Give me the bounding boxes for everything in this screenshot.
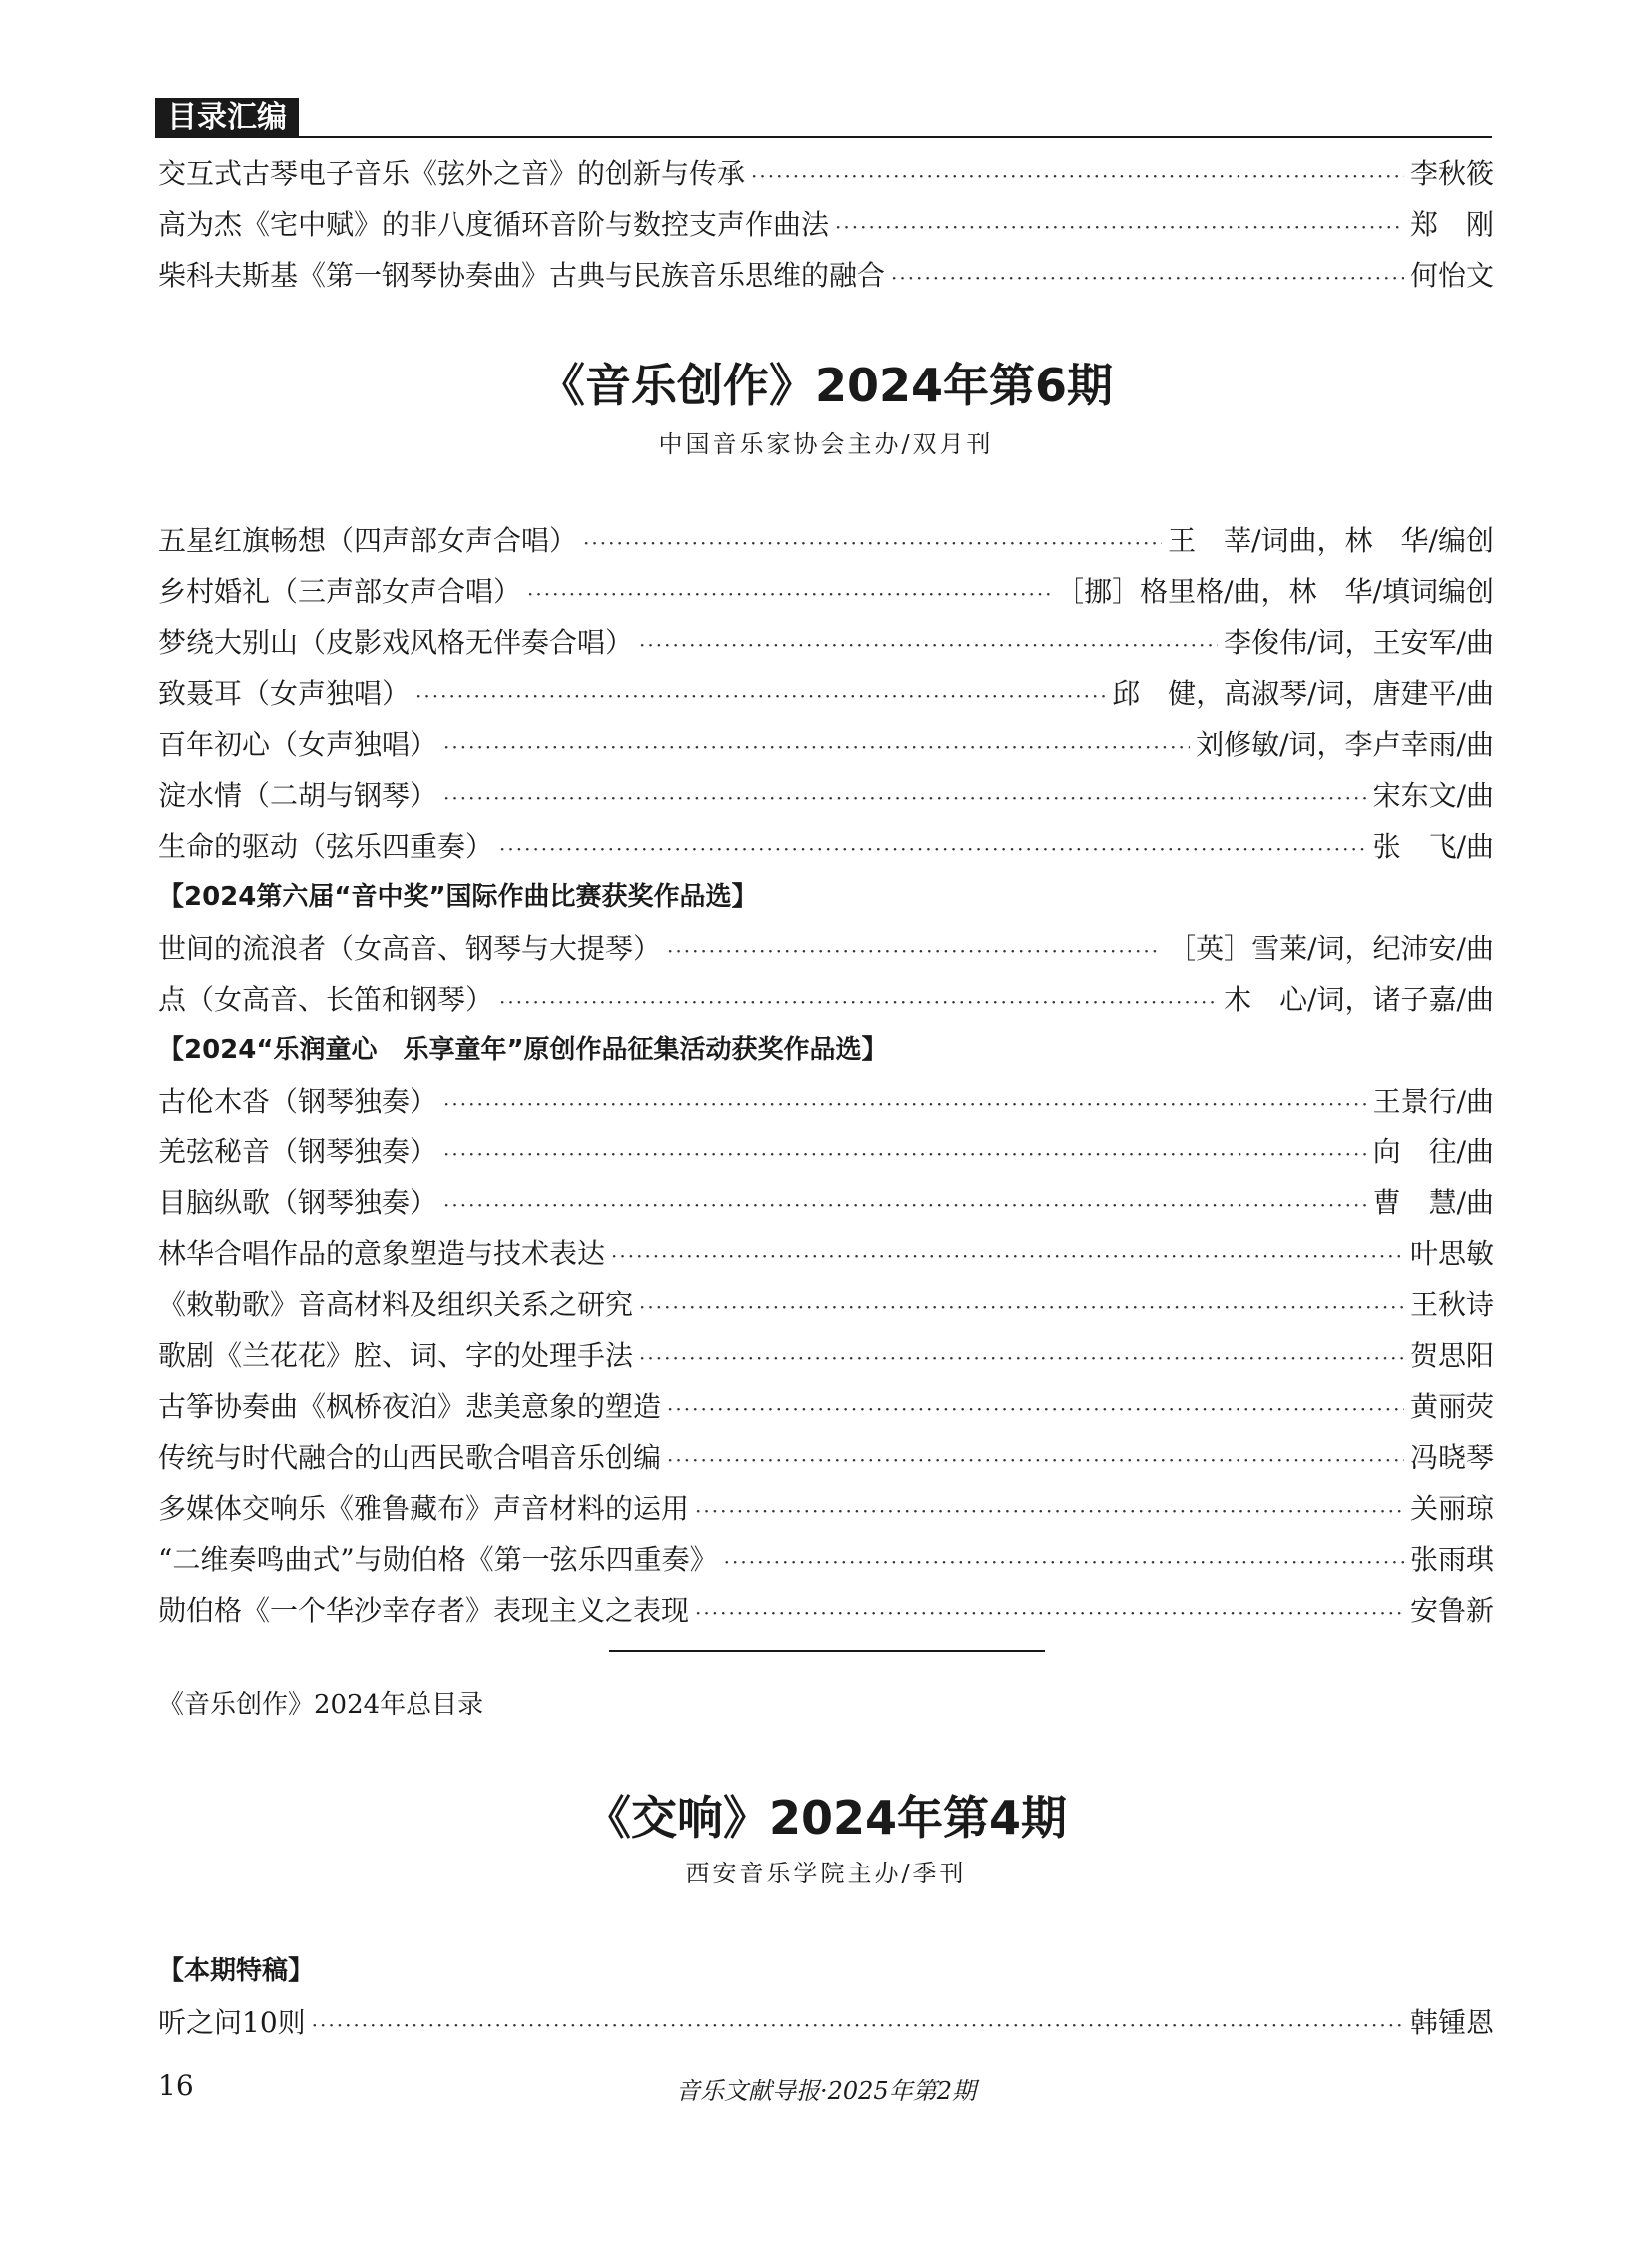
- header-rule: [155, 136, 1492, 138]
- leader-dots: [835, 202, 1404, 253]
- entry-author: 宋东文/曲: [1372, 779, 1494, 812]
- entry-author: 张 飞/曲: [1372, 830, 1494, 863]
- leader-dots: [667, 1384, 1404, 1435]
- leader-dots: [695, 1588, 1404, 1639]
- leader-dots: [527, 569, 1050, 620]
- toc-entry: [158, 1228, 1494, 1279]
- leader-dots: [724, 1537, 1404, 1588]
- entry-author: ［英］雪莱/词，纪沛安/曲: [1168, 932, 1494, 965]
- toc-entry: [158, 1279, 1494, 1330]
- entry-author: 王景行/曲: [1372, 1085, 1494, 1118]
- section-heading: 【2024“乐润童心 乐享童年”原创作品征集活动获奖作品选】: [158, 1035, 888, 1065]
- entry-author: 邱 健，高淑琴/词，唐建平/曲: [1112, 677, 1494, 710]
- leader-dots: [443, 773, 1367, 824]
- journal1-toc-list: [158, 515, 1494, 1636]
- toc-entry: [158, 515, 1494, 566]
- toc-entry: [158, 1330, 1494, 1381]
- entry-title: 传统与时代融合的山西民歌合唱音乐创编: [158, 1441, 662, 1474]
- entry-author: 安鲁新: [1409, 1594, 1494, 1627]
- toc-entry: [158, 770, 1494, 821]
- entry-title: 《敕勒歌》音高材料及组织关系之研究: [158, 1288, 634, 1321]
- footer-journal-issue: 音乐文献导报·2025年第2期: [676, 2077, 976, 2105]
- toc-entry: [158, 617, 1494, 668]
- leader-dots: [695, 1486, 1404, 1537]
- entry-author: ［挪］格里格/曲，林 华/填词编创: [1056, 575, 1494, 608]
- entry-author: 冯晓琴: [1409, 1441, 1494, 1474]
- toc-entry: [158, 923, 1494, 974]
- entry-title: 五星红旗畅想（四声部女声合唱）: [158, 524, 578, 557]
- entry-author: 韩锺恩: [1409, 2006, 1494, 2039]
- entry-title: 歌剧《兰花花》腔、词、字的处理手法: [158, 1339, 634, 1372]
- entry-title: 淀水情（二胡与钢琴）: [158, 779, 438, 812]
- toc-entry: [158, 1483, 1494, 1534]
- entry-title: 听之问10则: [158, 2006, 306, 2039]
- leader-dots: [499, 977, 1218, 1028]
- journal2-toc-list: [158, 1946, 1494, 2048]
- toc-entry: [158, 719, 1494, 770]
- entry-author: 向 往/曲: [1372, 1135, 1494, 1168]
- journal-title: 《音乐创作》2024年第6期: [538, 359, 1114, 412]
- entry-author: 王秋诗: [1409, 1288, 1494, 1321]
- entry-title: 林华合唱作品的意象塑造与技术表达: [158, 1237, 606, 1270]
- leader-dots: [415, 671, 1106, 722]
- leader-dots: [312, 2000, 1404, 2051]
- entry-title: 古筝协奏曲《枫桥夜泊》悲美意象的塑造: [158, 1390, 662, 1423]
- toc-entry: [158, 1432, 1494, 1483]
- leader-dots: [751, 151, 1404, 202]
- entry-title: 梦绕大别山（皮影戏风格无伴奏合唱）: [158, 626, 634, 659]
- leader-dots: [443, 1079, 1367, 1129]
- leader-dots: [667, 1435, 1404, 1486]
- toc-entry: [158, 1076, 1494, 1126]
- leader-dots: [499, 824, 1367, 875]
- entry-title: 生命的驱动（弦乐四重奏）: [158, 830, 494, 863]
- entry-author: 郑 刚: [1409, 208, 1494, 241]
- entry-title: 百年初心（女声独唱）: [158, 728, 438, 761]
- leader-dots: [667, 926, 1162, 977]
- entry-author: 张雨琪: [1409, 1543, 1494, 1576]
- entry-author: 贺思阳: [1409, 1339, 1494, 1372]
- entry-author: 曹 慧/曲: [1372, 1186, 1494, 1219]
- toc-entry: [158, 1997, 1494, 2048]
- entry-author: 关丽琼: [1409, 1492, 1494, 1525]
- leader-dots: [891, 253, 1404, 304]
- leader-dots: [611, 1231, 1404, 1282]
- entry-title: 古伦木沓（钢琴独奏）: [158, 1085, 438, 1118]
- toc-entry: [158, 1126, 1494, 1177]
- journal-subtitle: 西安音乐学院主办/季刊: [685, 1860, 967, 1887]
- entry-author: 叶思敏: [1409, 1237, 1494, 1270]
- entry-title: 多媒体交响乐《雅鲁藏布》声音材料的运用: [158, 1492, 690, 1525]
- journal-title: 《交响》2024年第4期: [584, 1791, 1068, 1845]
- entry-title: 羌弦秘音（钢琴独奏）: [158, 1135, 438, 1168]
- entry-author: 刘修敏/词，李卢幸雨/曲: [1196, 728, 1494, 761]
- entry-title: 柴科夫斯基《第一钢琴协奏曲》古典与民族音乐思维的融合: [158, 259, 886, 292]
- entry-title: 目脑纵歌（钢琴独奏）: [158, 1186, 438, 1219]
- top-toc-list: [158, 148, 1494, 301]
- entry-title: 勋伯格《一个华沙幸存者》表现主义之表现: [158, 1594, 690, 1627]
- section-heading: 【2024第六届“音中奖”国际作曲比赛获奖作品选】: [158, 882, 758, 912]
- leader-dots: [639, 1333, 1404, 1384]
- leader-dots: [443, 1129, 1367, 1180]
- entry-title: 点（女高音、长笛和钢琴）: [158, 983, 494, 1016]
- leader-dots: [639, 1282, 1404, 1333]
- entry-author: 黄丽荧: [1409, 1390, 1494, 1423]
- entry-title: “二维奏鸣曲式”与勋伯格《第一弦乐四重奏》: [158, 1543, 718, 1576]
- toc-entry: [158, 1177, 1494, 1228]
- toc-entry: [158, 1585, 1494, 1636]
- entry-author: 李俊伟/词，王安军/曲: [1224, 626, 1494, 659]
- toc-entry: [158, 199, 1494, 250]
- toc-entry: [158, 821, 1494, 872]
- toc-entry: [158, 566, 1494, 617]
- entry-title: 交互式古琴电子音乐《弦外之音》的创新与传承: [158, 157, 746, 190]
- annual-index-note: 《音乐创作》2024年总目录: [158, 1690, 484, 1720]
- toc-entry: [158, 974, 1494, 1025]
- toc-entry: [158, 148, 1494, 199]
- entry-author: 王 莘/词曲，林 华/编创: [1168, 524, 1494, 557]
- entry-author: 李秋筱: [1409, 157, 1494, 190]
- toc-entry: [158, 250, 1494, 301]
- entry-title: 致聂耳（女声独唱）: [158, 677, 411, 710]
- toc-entry: [158, 1534, 1494, 1585]
- toc-entry: [158, 668, 1494, 719]
- section-header-label: 目录汇编: [155, 98, 299, 138]
- leader-dots: [639, 620, 1218, 671]
- entry-author: 何怡文: [1409, 259, 1494, 292]
- entry-title: 高为杰《宅中赋》的非八度循环音阶与数控支声作曲法: [158, 208, 830, 241]
- entry-title: 乡村婚礼（三声部女声合唱）: [158, 575, 522, 608]
- page-number: 16: [158, 2069, 194, 2102]
- journal-subtitle: 中国音乐家协会主办/双月刊: [658, 430, 994, 458]
- leader-dots: [443, 722, 1190, 773]
- entry-title: 世间的流浪者（女高音、钢琴与大提琴）: [158, 932, 662, 965]
- toc-entry: [158, 1381, 1494, 1432]
- section-heading: 【本期特稿】: [158, 1956, 315, 1986]
- leader-dots: [583, 518, 1162, 569]
- section-divider: [609, 1650, 1045, 1652]
- leader-dots: [443, 1180, 1367, 1231]
- entry-author: 木 心/词，诸子嘉/曲: [1224, 983, 1494, 1016]
